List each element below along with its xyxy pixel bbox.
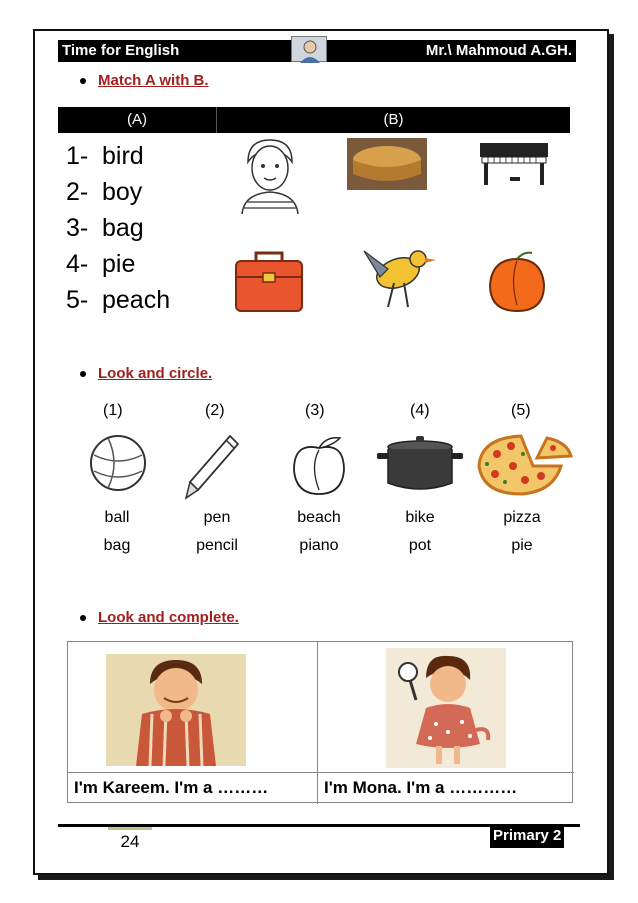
peach-picture <box>484 249 550 319</box>
page-header <box>58 40 576 62</box>
match-word-list <box>66 138 170 318</box>
section-circle-title: Look and circle. <box>80 365 212 382</box>
ball-picture <box>88 433 148 497</box>
bullet-icon <box>80 615 86 621</box>
option-word[interactable]: bike <box>405 509 435 526</box>
mona-sentence: I'm Mona. I'm a ………… <box>324 778 518 797</box>
section-match-title: Match A with B. <box>80 72 209 89</box>
circle-item-number: (5) <box>511 402 531 419</box>
option-word[interactable]: beach <box>297 509 341 526</box>
bag-picture <box>234 247 304 317</box>
page-number-accent <box>108 827 152 830</box>
mona-picture <box>386 648 506 772</box>
bird-picture <box>358 243 438 315</box>
list-item: 5- peach <box>66 286 171 314</box>
kareem-picture <box>106 654 246 770</box>
kareem-sentence: I'm Kareem. I'm a ……… <box>74 778 269 797</box>
bullet-icon <box>80 371 86 377</box>
circle-item-number: (3) <box>305 402 325 419</box>
list-item: 4- pie <box>66 250 136 278</box>
list-item: 1- bird <box>66 142 144 170</box>
header-course-title: Time for English <box>62 42 180 59</box>
piano-picture <box>476 137 552 191</box>
teacher-avatar-icon <box>291 36 327 62</box>
bullet-icon <box>80 78 86 84</box>
complete-table <box>67 641 573 803</box>
option-word[interactable]: pie <box>511 537 533 554</box>
grade-level-badge: Primary 2 <box>490 826 564 848</box>
pie-picture <box>347 138 427 194</box>
column-a-label: (A) <box>127 111 147 128</box>
header-teacher-name: Mr.\ Mahmoud A.GH. <box>425 42 572 59</box>
option-word[interactable]: pencil <box>196 537 238 554</box>
pizza-picture <box>475 432 573 502</box>
pencil-picture <box>184 432 242 504</box>
page-number: 24 <box>120 832 140 851</box>
circle-item-number: (2) <box>205 402 225 419</box>
option-word[interactable]: bag <box>103 537 131 554</box>
column-b-label: (B) <box>216 107 570 133</box>
option-word[interactable]: pizza <box>503 509 541 526</box>
option-word[interactable]: piano <box>299 537 339 554</box>
option-word[interactable]: pen <box>203 509 231 526</box>
peach-outline-picture <box>288 432 350 502</box>
list-item: 3- bag <box>66 214 144 242</box>
pot-picture <box>377 433 463 499</box>
match-header-bar <box>58 107 570 133</box>
section-complete-title: Look and complete. <box>80 609 239 626</box>
option-word[interactable]: ball <box>104 509 130 526</box>
boy-picture <box>234 136 306 218</box>
circle-item-number: (4) <box>410 402 430 419</box>
circle-item-number: (1) <box>103 402 123 419</box>
option-word[interactable]: pot <box>408 537 432 554</box>
list-item: 2- boy <box>66 178 143 206</box>
